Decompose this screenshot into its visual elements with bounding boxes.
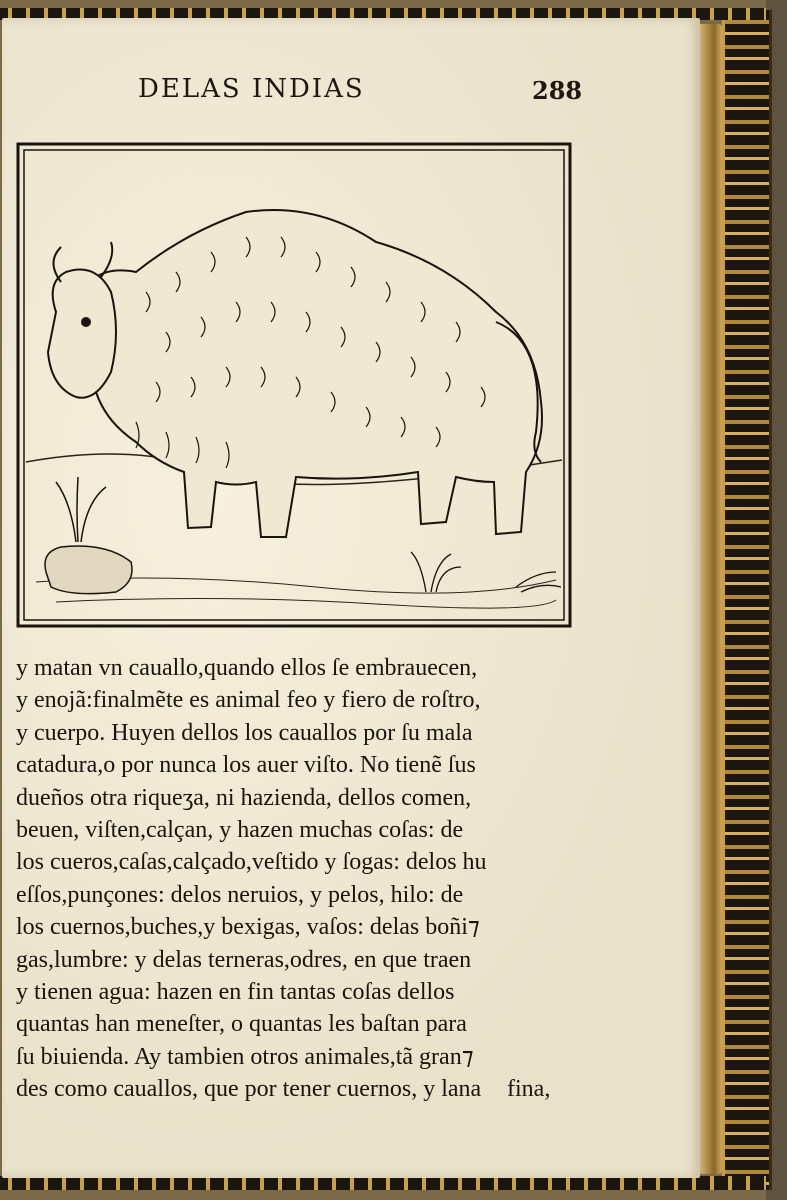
rock — [45, 546, 132, 594]
text-line: des como cauallos, que por tener cuernos, y lana — [16, 1076, 482, 1103]
text-line: ſu biuienda. Ay tambien otros animales,tã gran⁊ — [16, 1043, 474, 1070]
text-line: y matan vn cauallo,quando ellos ſe embrauecen, — [16, 655, 478, 681]
binding-bottom-border — [0, 1176, 766, 1190]
text-line: los cuernos,buches,y bexigas, vaſos: delas boñi⁊ — [16, 914, 480, 941]
text-line: catadura,o por nunca los auer viſto. No tienẽ ſus — [16, 752, 476, 779]
text-line: y cuerpo. Huyen dellos los cauallos por ſu mala — [16, 719, 473, 746]
body-text — [16, 652, 576, 1105]
grass-right — [411, 552, 561, 592]
text-line: quantas han meneſter, o quantas les baſtan para — [16, 1011, 467, 1038]
plant-left — [56, 477, 106, 542]
running-title: DELAS INDIAS — [138, 74, 365, 104]
bison-eye — [82, 318, 90, 326]
text-line: y enojã:finalmẽte es animal feo y fiero de roſtro, — [16, 687, 481, 714]
binding-spine-border — [722, 10, 772, 1190]
text-line: eſſos,punçones: delos neruios, y pelos, hilo: de — [16, 881, 464, 908]
text-line: dueños otra riqueʒa, ni hazienda, dellos comen, — [16, 784, 472, 811]
bison-body — [56, 210, 542, 537]
text-line: gas,lumbre: y delas terneras,odres, en que traen — [16, 946, 472, 973]
bison-head — [48, 242, 116, 398]
text-line: beuen, viſten,calçan, y hazen muchas coſas: de — [16, 816, 464, 843]
page-number: 288 — [532, 76, 583, 105]
text-line: los cueros,caſas,calçado,veſtido y ſogas: delos hu — [16, 849, 487, 876]
text-line: y tienen agua: hazen en fin tantas coſas dellos — [16, 978, 455, 1005]
catchword: fina, — [507, 1076, 551, 1102]
bison-woodcut-illustration — [16, 142, 572, 628]
